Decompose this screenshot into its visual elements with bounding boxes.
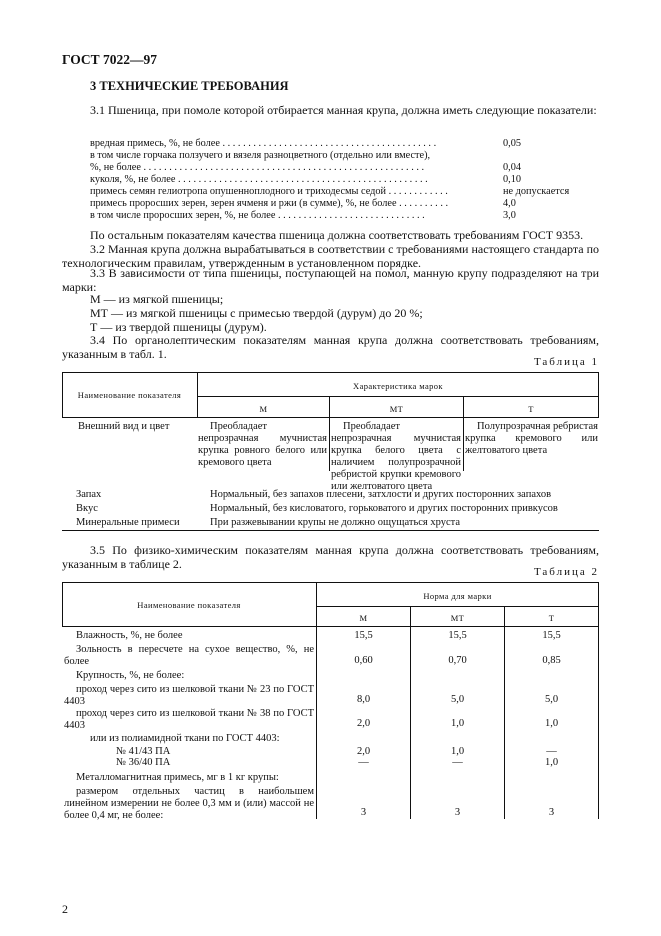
table-row-label: Зольность в пересчете на сухое вещество, %, не более bbox=[64, 644, 314, 667]
paragraph-3-4: 3.4 По органолептическим показателям манная крупа должна соответствовать требованиям, указанным в табл. 1. bbox=[62, 333, 599, 361]
list-item-label: примесь семян гелиотропа опушенноплодного и триходесмы седой . . . . . . . . . . . . bbox=[90, 186, 448, 197]
table-1-cell-t: Полупрозрачная ребристая крупка кремового или желтоватого цвета bbox=[465, 421, 598, 456]
paragraph-other: По остальным показателям качества пшеница должна соответствовать требованиям ГОСТ 9353. bbox=[90, 228, 584, 242]
table-1-header-group: Характеристика марок bbox=[353, 381, 443, 391]
paragraph-3-1: 3.1 Пшеница, при помоле которой отбирается манная крупа, должна иметь следующие показатели: bbox=[90, 103, 597, 117]
list-item-value: 4,0 bbox=[503, 198, 516, 209]
table-2-header-indicator: Наименование показателя bbox=[137, 600, 241, 610]
table-cell-mt: 15,5 bbox=[448, 630, 467, 641]
table-cell-t: 1,0 bbox=[544, 757, 559, 768]
table-1-header-m: М bbox=[259, 404, 268, 414]
list-item-label: %, не более . . . . . . . . . . . . . . . . . . . . . . . . . . . . . . . . . . . . . . . . . . . . . . . . . . . . . . . bbox=[90, 162, 425, 173]
page-number: 2 bbox=[62, 902, 68, 916]
table-2-header-mt: МТ bbox=[450, 613, 465, 623]
table-cell-m: — bbox=[358, 757, 369, 768]
table-row-label: Влажность, %, не более bbox=[76, 630, 183, 641]
table-2-header-m: М bbox=[359, 613, 368, 623]
table-row-label: размером отдельных частиц в наибольшем линейном измерении не более 0,3 мм и (или) массой не более 0,4 мг, не более: bbox=[64, 786, 314, 821]
table-cell-t: 3 bbox=[548, 807, 555, 818]
table-2-header-group: Норма для марки bbox=[423, 591, 492, 601]
table-row-label: проход через сито из шелковой ткани № 38 по ГОСТ 4403 bbox=[64, 708, 314, 731]
table-cell-t: 5,0 bbox=[544, 694, 559, 705]
table-1-cell-mt: Преобладает непрозрачная мучнистая крупка белого цвета с наличием полупрозрачной ребристой крупки кремового или желтоватого цвета bbox=[331, 421, 461, 492]
table-1-header-t: Т bbox=[528, 404, 534, 414]
table-row-label: Крупность, %, не более: bbox=[76, 670, 185, 681]
table-1-row-label: Минеральные примеси bbox=[76, 517, 180, 528]
mark-item: Т — из твердой пшеницы (дурум). bbox=[90, 320, 267, 334]
table-1-cell-m: Преобладает непрозрачная мучнистая крупка ровного белого или кремового цвета bbox=[198, 421, 327, 468]
mark-item: М — из мягкой пшеницы; bbox=[90, 292, 224, 306]
list-item-label: вредная примесь, %, не более . . . . . . . . . . . . . . . . . . . . . . . . . . . . . . . . . . . . . . . . . . bbox=[90, 138, 437, 149]
paragraph-3-5: 3.5 По физико-химическим показателям манная крупа должна соответствовать требованиям, указанным в таблице 2. bbox=[62, 543, 599, 571]
list-item-label: в том числе горчака ползучего и вязеля разноцветного (отдельно или вместе), bbox=[90, 150, 431, 161]
table-cell-mt: 0,70 bbox=[448, 655, 467, 666]
table-cell-mt: 1,0 bbox=[450, 746, 465, 757]
mark-item: МТ — из мягкой пшеницы с примесью твердой (дурум) до 20 %; bbox=[90, 306, 423, 320]
table-cell-t: 15,5 bbox=[542, 630, 561, 641]
table-row-label: Металломагнитная примесь, мг в 1 кг крупы: bbox=[76, 772, 279, 783]
list-item-value: 0,04 bbox=[503, 162, 522, 173]
table-2-header-t: Т bbox=[548, 613, 555, 623]
table-cell-mt: 1,0 bbox=[450, 718, 465, 729]
list-item-label: примесь проросших зерен, зерен ячменя и ржи (в сумме), %, не более . . . . . . . . . . bbox=[90, 198, 449, 209]
document-header: ГОСТ 7022—97 bbox=[62, 52, 158, 67]
table-1-row-label: Внешний вид и цвет bbox=[78, 421, 170, 432]
table-cell-m: 8,0 bbox=[356, 694, 371, 705]
table-cell-mt: 5,0 bbox=[450, 694, 465, 705]
paragraph-3-2: 3.2 Манная крупа должна вырабатываться в соответствии с требованиями настоящего стандарта по технологическим правилам, утвержденным в установленном порядке. bbox=[62, 242, 599, 270]
table-2-caption: Таблица 2 bbox=[533, 566, 599, 578]
table-row-label: № 41/43 ПА bbox=[116, 746, 171, 757]
list-item-value: 0,05 bbox=[503, 138, 522, 149]
table-1-row-label: Запах bbox=[76, 489, 102, 500]
table-cell-m: 0,60 bbox=[354, 655, 373, 666]
table-1-row-label: Вкус bbox=[76, 503, 98, 514]
list-item-label: в том числе проросших зерен, %, не более . . . . . . . . . . . . . . . . . . . . . . . . . . . . . bbox=[90, 210, 425, 221]
table-cell-m: 2,0 bbox=[356, 718, 371, 729]
list-item-label: куколя, %, не более . . . . . . . . . . . . . . . . . . . . . . . . . . . . . . . . . . . . . . . . . . . . . . . . . bbox=[90, 174, 428, 185]
list-item-value: 0,10 bbox=[503, 174, 522, 185]
table-1-header-indicator: Наименование показателя bbox=[77, 390, 182, 400]
table-1-row-value: Нормальный, без запахов плесени, затхлости и других посторонних запахов bbox=[210, 489, 552, 500]
table-cell-t: 1,0 bbox=[544, 718, 559, 729]
table-row-label: № 36/40 ПА bbox=[116, 757, 171, 768]
list-item-value: 3,0 bbox=[503, 210, 516, 221]
table-1-row-value: При разжевывании крупы не должно ощущаться хруста bbox=[210, 517, 461, 528]
table-1-caption: Таблица 1 bbox=[533, 356, 599, 368]
table-cell-t: — bbox=[546, 746, 557, 757]
table-cell-m: 2,0 bbox=[356, 746, 371, 757]
table-cell-m: 15,5 bbox=[354, 630, 373, 641]
section-title: 3 ТЕХНИЧЕСКИЕ ТРЕБОВАНИЯ bbox=[90, 79, 289, 93]
table-row-label: проход через сито из шелковой ткани № 23 по ГОСТ 4403 bbox=[64, 684, 314, 707]
table-row-label: или из полиамидной ткани по ГОСТ 4403: bbox=[90, 733, 280, 744]
table-1-row-value: Нормальный, без кисловатого, горьковатого и других посторонних привкусов bbox=[210, 503, 558, 514]
table-cell-mt: 3 bbox=[454, 807, 461, 818]
table-cell-mt: — bbox=[452, 757, 463, 768]
table-cell-t: 0,85 bbox=[542, 655, 561, 666]
paragraph-3-3: 3.3 В зависимости от типа пшеницы, поступающей на помол, манную крупу подразделяют на три марки: bbox=[62, 266, 599, 294]
table-cell-m: 3 bbox=[360, 807, 367, 818]
table-1-header-mt: МТ bbox=[389, 404, 404, 414]
list-item-value: не допускается bbox=[503, 186, 570, 197]
